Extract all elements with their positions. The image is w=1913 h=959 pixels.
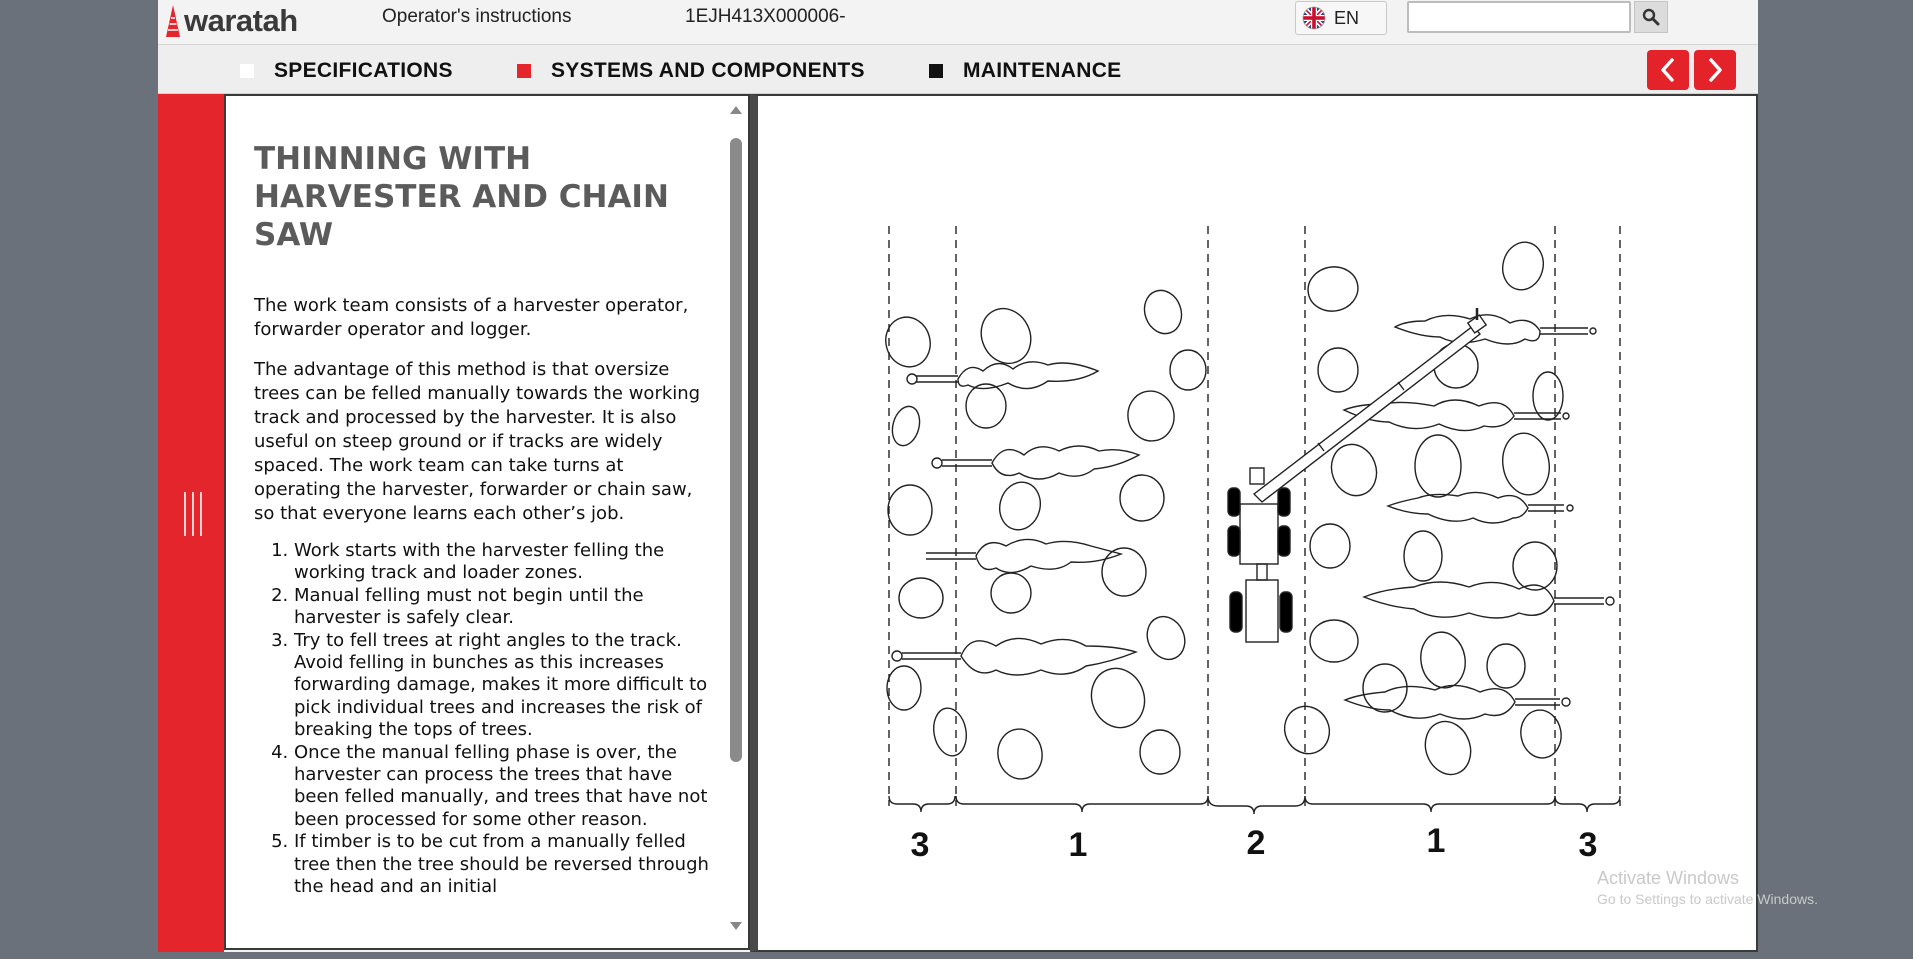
- zone-brace: [1208, 796, 1305, 814]
- tab-maintenance[interactable]: [929, 59, 1121, 83]
- tree-crown: [888, 485, 932, 535]
- logo-text: waratah: [184, 3, 298, 38]
- tree-crown: [1310, 524, 1350, 568]
- tab-marker-icon: [517, 64, 531, 78]
- drag-handle-icon[interactable]: [182, 490, 204, 538]
- tree-crown: [1310, 620, 1358, 662]
- activate-windows-watermark: [1597, 868, 1818, 907]
- paragraph: The work team consists of a harvester operator, forwarder operator and logger.: [254, 295, 689, 340]
- top-bar: [158, 0, 1758, 45]
- list-item: 5. If timber is to be cut from a manually felled tree then the tree should be reversed through the head and an initial: [294, 831, 714, 898]
- tree-crown: [1170, 350, 1206, 390]
- document-id: 1EJH413X000006-: [685, 6, 846, 27]
- zone-brace: [889, 796, 955, 812]
- section-nav: [158, 45, 1758, 94]
- search-icon: [1642, 8, 1660, 26]
- zone-label-2: 2: [1246, 824, 1266, 862]
- article-content: [254, 140, 714, 899]
- tree-crown: [1305, 263, 1362, 315]
- tree-crown: [991, 573, 1031, 613]
- watermark-subtitle: Go to Settings to activate Windows.: [1597, 891, 1818, 907]
- image-panel: [750, 94, 1758, 952]
- tab-specifications[interactable]: [240, 59, 453, 83]
- tree-crown: [888, 403, 923, 448]
- felled-tree: [892, 638, 1136, 675]
- tree-crown: [1277, 699, 1337, 761]
- tree-crown: [930, 706, 970, 759]
- tree-crown: [1083, 661, 1152, 735]
- list-item: 4. Once the manual felling phase is over, the harvester can process the trees that have been felled manually, and trees that have not been processed for some other reason.: [294, 742, 714, 832]
- list-item: 3. Try to fell trees at right angles to the track. Avoid felling in bunches as this increases forwarding damage, makes it more difficult to pick individual trees and increases the risk of breaking the tops of trees.: [294, 630, 714, 742]
- list-item: 1. Work starts with the harvester felling the working track and loader zones.: [294, 540, 714, 585]
- zone-brace: [956, 796, 1208, 812]
- felled-tree: [1388, 492, 1573, 523]
- tree-crown: [1487, 644, 1525, 688]
- scroll-down-arrow-icon[interactable]: [730, 922, 742, 930]
- tree-crown: [1513, 542, 1557, 590]
- tree-crown: [887, 666, 921, 710]
- felled-tree: [907, 362, 1098, 389]
- felled-tree: [1395, 315, 1596, 344]
- tree-crown: [1318, 348, 1358, 392]
- tree-crown: [1140, 610, 1191, 665]
- felled-tree: [1345, 685, 1570, 719]
- tree-crown: [1404, 531, 1442, 581]
- previous-page-button[interactable]: [1647, 50, 1689, 90]
- paragraph: The advantage of this method is that oversize trees can be felled manually towards the working track and processed by the harvester. It is also useful on steep ground or if tracks are widely spaced. The work team can take turns at operating the harvester, forwarder or chain saw, so that everyone learns each other’s job.: [254, 359, 701, 524]
- watermark-title: Activate Windows: [1597, 868, 1740, 888]
- tree-crown: [994, 726, 1046, 783]
- search-input[interactable]: [1407, 1, 1631, 33]
- tree-crown: [1416, 629, 1469, 692]
- tree-crown: [1140, 730, 1180, 774]
- tree-crown: [1363, 664, 1407, 712]
- zone-brace: [1555, 796, 1620, 812]
- chevron-right-icon: [1705, 57, 1725, 83]
- tree-crown: [899, 578, 943, 618]
- thinning-diagram: [758, 96, 1756, 950]
- waratah-logo-mark-icon: [164, 3, 182, 39]
- tree-crown: [1498, 429, 1554, 498]
- tab-marker-icon: [929, 64, 943, 78]
- harvester-machine: [1228, 308, 1486, 642]
- zone-brace: [1305, 796, 1555, 812]
- tab-marker-icon: [240, 64, 254, 78]
- tree-crown: [1102, 548, 1146, 596]
- steps-list: [254, 540, 714, 899]
- zone-label-3-right: 3: [1578, 826, 1598, 864]
- chevron-left-icon: [1658, 57, 1678, 83]
- text-panel[interactable]: [224, 94, 750, 950]
- tree-crown: [1517, 707, 1565, 761]
- sidebar-toggle-strip[interactable]: [158, 94, 224, 952]
- tree-crown: [1139, 285, 1188, 339]
- zone-label-1-left: 1: [1068, 826, 1088, 864]
- tab-label: MAINTENANCE: [963, 59, 1122, 82]
- tab-label: SYSTEMS AND COMPONENTS: [551, 59, 865, 82]
- felled-tree: [932, 446, 1139, 479]
- tab-label: SPECIFICATIONS: [274, 59, 453, 82]
- app-window: [158, 0, 1758, 952]
- tree-crown: [1497, 238, 1548, 295]
- tree-crown: [1120, 475, 1164, 521]
- waratah-logo[interactable]: [164, 0, 298, 42]
- list-item: 2. Manual felling must not begin until the harvester is safely clear.: [294, 585, 714, 630]
- tree-crown: [972, 300, 1039, 371]
- document-title: Operator's instructions: [382, 6, 572, 27]
- zone-label-1-right: 1: [1426, 822, 1446, 860]
- language-selector[interactable]: [1295, 1, 1387, 35]
- tab-systems-and-components[interactable]: [517, 59, 865, 83]
- scroll-up-arrow-icon[interactable]: [730, 106, 742, 114]
- tree-crown: [1418, 715, 1478, 781]
- scrollbar-thumb[interactable]: [730, 138, 742, 762]
- tree-crown: [994, 478, 1045, 535]
- tree-crown: [966, 384, 1006, 428]
- next-page-button[interactable]: [1694, 50, 1736, 90]
- felled-tree: [926, 539, 1121, 572]
- page-title: THINNING WITH HARVESTER AND CHAIN SAW: [254, 141, 669, 253]
- uk-flag-icon: [1302, 6, 1326, 30]
- language-label: EN: [1334, 7, 1360, 28]
- felled-tree: [1364, 582, 1614, 618]
- tree-crown: [1124, 387, 1178, 444]
- zone-label-3-left: 3: [910, 826, 930, 864]
- tree-crown: [1415, 435, 1461, 497]
- search-button[interactable]: [1634, 1, 1668, 33]
